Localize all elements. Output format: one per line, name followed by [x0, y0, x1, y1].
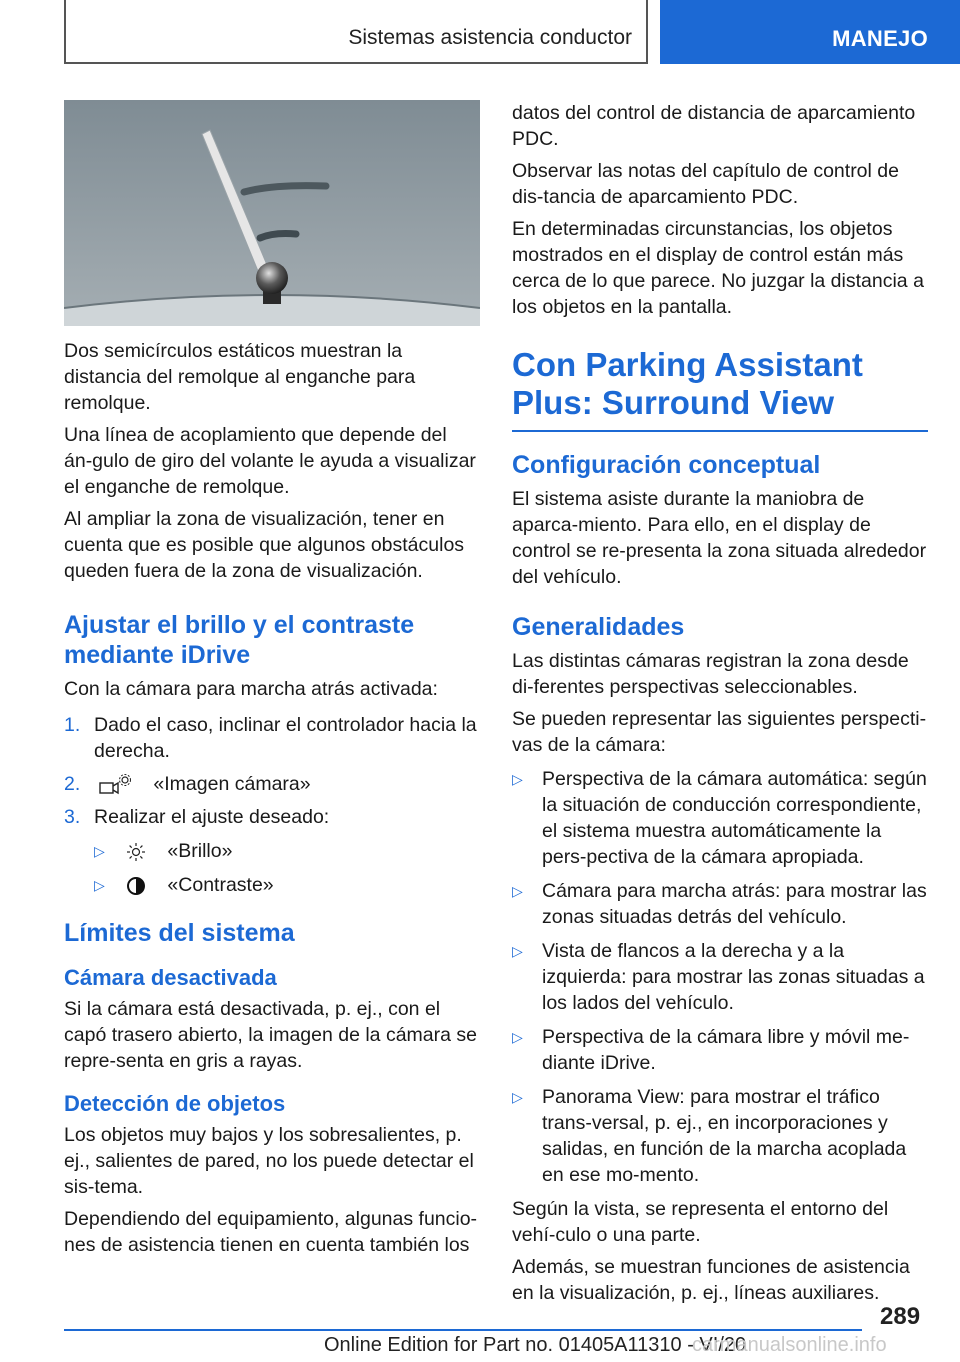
triangle-bullet-icon: ▷ [512, 1089, 523, 1105]
chapter-heading-surround-view: Con Parking Assistant Plus: Surround View [512, 346, 863, 421]
list-item [512, 938, 928, 1016]
paragraph: Dos semicírculos estáticos muestran la distancia del remolque al enganche para remolque. [64, 340, 416, 414]
triangle-bullet-icon: ▷ [512, 883, 523, 899]
steps-list [64, 712, 480, 898]
list-item [512, 878, 928, 930]
list-item [64, 712, 480, 764]
paragraph: Las distintas cámaras registran la zona desde di‐ferentes perspectivas seleccionables. [512, 650, 909, 698]
triangle-bullet-icon: ▷ [512, 943, 523, 959]
bullet-text: Perspectiva de la cámara automática: según la situación de conducción correspondiente, el sistema muestra automáticamente la pers‐pectiva de la cámara apropiada. [542, 768, 927, 868]
sub-item-text: «Contraste» [167, 874, 274, 896]
list-item [512, 1024, 928, 1076]
triangle-bullet-icon: ▷ [512, 771, 523, 787]
paragraph: Se pueden representar las siguientes perspecti‐vas de la cámara: [512, 708, 927, 756]
list-item [94, 838, 480, 864]
header-section-title: Sistemas asistencia conductor [348, 26, 632, 49]
paragraph: Según la vista, se representa el entorno del vehí‐culo o una parte. [512, 1198, 889, 1246]
paragraph: El sistema asiste durante la maniobra de aparca‐miento. Para ello, en el display de control se re‐presenta la zona situada alrededor del vehículo. [512, 488, 927, 588]
paragraph: Con la cámara para marcha atrás activada: [64, 678, 438, 700]
bullet-text: Vista de flancos a la derecha y a la izquierda: para mostrar las zonas situadas a los lados del vehículo. [542, 940, 925, 1014]
list-item [512, 1084, 928, 1188]
section-heading-concept: Configuración conceptual [512, 451, 821, 479]
section-heading-limits: Límites del sistema [64, 919, 295, 947]
section-heading-brightness: Ajustar el brillo y el contraste mediante iDrive [64, 611, 415, 669]
paragraph: datos del control de distancia de aparcamiento PDC. [512, 102, 916, 150]
sub-item-text: «Brillo» [167, 840, 233, 862]
subsection-heading-object-detection: Detección de objetos [64, 1091, 286, 1116]
trailer-hitch-camera-image [64, 100, 480, 326]
sun-icon [126, 842, 146, 862]
footer-watermark: carmanualsonline.info [692, 1334, 887, 1356]
list-item [64, 771, 480, 797]
bullet-text: Cámara para marcha atrás: para mostrar las zonas situadas detrás del vehículo. [542, 880, 927, 928]
paragraph: Los objetos muy bajos y los sobresalientes, p. ej., salientes de pared, no los puede detectar el sis‐tema. [64, 1124, 474, 1198]
subsection-heading-camera-off: Cámara desactivada [64, 965, 277, 990]
step-number: 1. [64, 714, 81, 736]
right-column [512, 100, 928, 1312]
step-number: 3. [64, 806, 81, 828]
footer-rule [64, 1329, 862, 1331]
left-column [64, 100, 480, 1264]
paragraph: Dependiendo del equipamiento, algunas funcio‐nes de asistencia tienen en cuenta también los [64, 1208, 478, 1256]
bullet-text: Panorama View: para mostrar el tráfico trans‐versal, p. ej., en incorporaciones y salidas, en función de la marcha acoplada en ese mo‐mento. [542, 1086, 907, 1186]
step-text: «Imagen cámara» [153, 773, 311, 795]
perspective-list [512, 766, 928, 1188]
paragraph: Observar las notas del capítulo de control de dis‐tancia de aparcamiento PDC. [512, 160, 899, 208]
list-item [94, 872, 480, 898]
footer-edition: Online Edition for Part no. 01405A11310 - VI/20 [324, 1334, 747, 1356]
header-chapter-title: MANEJO [832, 26, 928, 51]
heading-rule [512, 430, 928, 432]
paragraph: Al ampliar la zona de visualización, tener en cuenta que es posible que algunos obstáculos queden fuera de la zona de visualización. [64, 508, 465, 582]
contrast-icon [126, 876, 146, 896]
step-text: Dado el caso, inclinar el controlador hacia la derecha. [94, 714, 477, 762]
triangle-bullet-icon: ▷ [94, 843, 105, 859]
list-item [512, 766, 928, 870]
bullet-text: Perspectiva de la cámara libre y móvil me‐diante iDrive. [542, 1026, 910, 1074]
sub-list [94, 838, 480, 898]
paragraph: Además, se muestran funciones de asistencia en la visualización, p. ej., líneas auxiliares. [512, 1256, 910, 1304]
paragraph: Una línea de acoplamiento que depende del án‐gulo de giro del volante le ayuda a visualizar el enganche de remolque. [64, 424, 476, 498]
paragraph: Si la cámara está desactivada, p. ej., con el capó trasero abierto, la imagen de la cámara se repre‐senta en gris a rayas. [64, 998, 477, 1072]
header-section-box [64, 0, 648, 64]
step-number: 2. [64, 773, 81, 795]
triangle-bullet-icon: ▷ [94, 877, 105, 893]
header-chapter-tab [660, 0, 960, 64]
section-heading-general: Generalidades [512, 613, 685, 641]
page-number: 289 [880, 1303, 921, 1330]
paragraph: En determinadas circunstancias, los objetos mostrados en el display de control están más cerca de lo que parece. No juzgar la distancia a los objetos en la pantalla. [512, 218, 924, 318]
camera-settings-icon [96, 774, 132, 796]
step-text: Realizar el ajuste deseado: [94, 806, 330, 828]
triangle-bullet-icon: ▷ [512, 1029, 523, 1045]
list-item [64, 804, 480, 898]
